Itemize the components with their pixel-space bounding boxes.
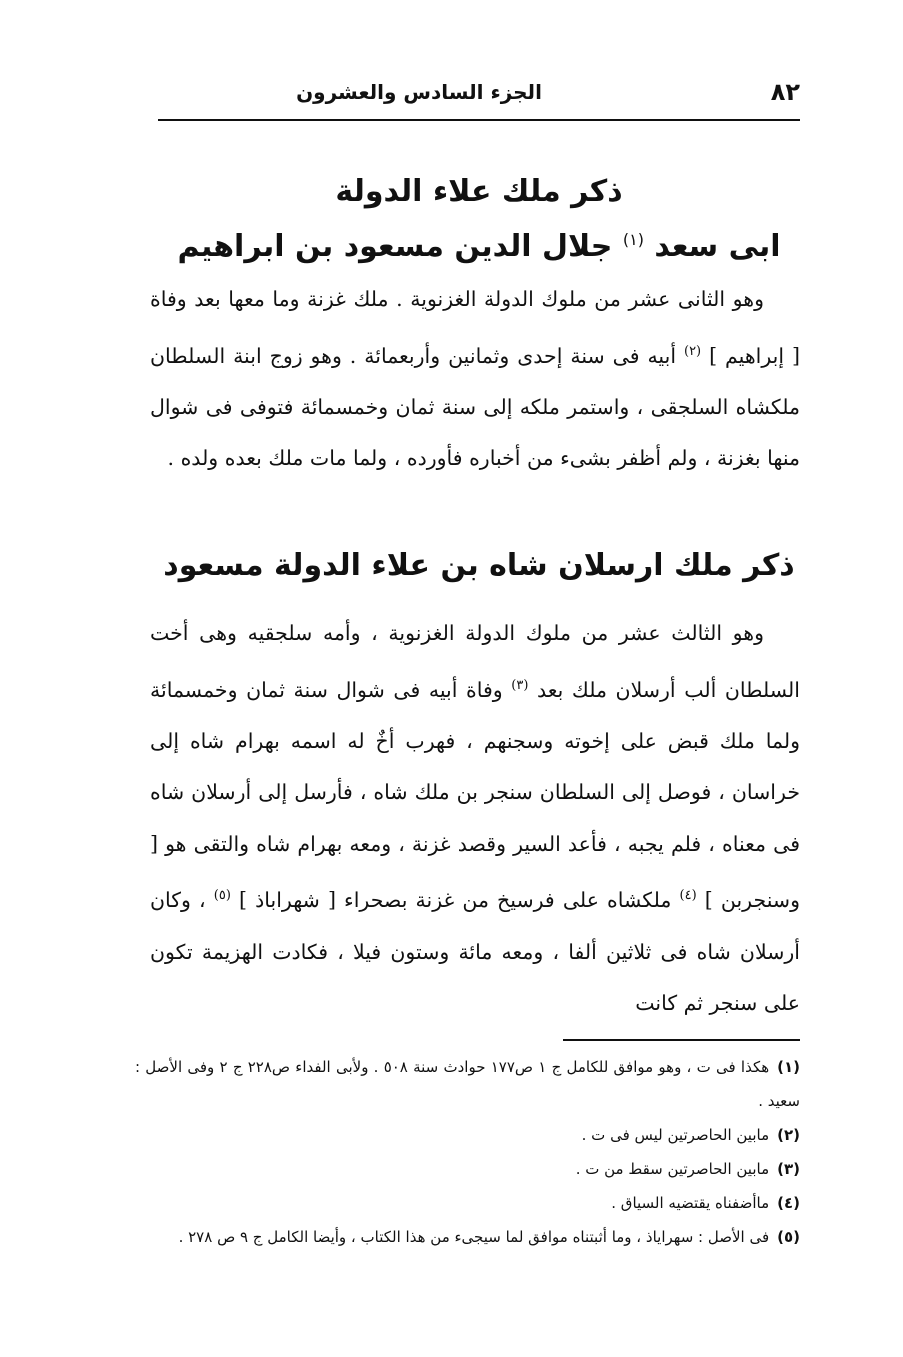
section-heading-1-line-1: ذكر ملك علاء الدولة: [335, 174, 623, 209]
footnote-ref-2: (٢): [683, 343, 702, 359]
heading-name-main: جلال الدين مسعود بن ابراهيم: [177, 229, 613, 264]
footnotes: [135, 1050, 800, 1254]
footnote-number: (١): [777, 1058, 801, 1076]
page-number: ٨٢: [770, 78, 800, 106]
footnote-text: مابين الحاصرتين ليس فى ت .: [581, 1126, 770, 1144]
footnote-number: (٢): [777, 1126, 800, 1144]
footnote-3: [135, 1152, 800, 1186]
paragraph-2-text-b: وفاة أبيه فى شوال سنة ثمان وخمسمائة ولما ملك قبض على إخوته وسجنهم ، فهرب أخٌ له اسمه بهرام شاه إلى خراسان ، فوصل إلى السلطان سنجر بن ملك شاه ، فأرسل إلى أرسلان شاه فى معناه ، فلم يجبه ، فأعد السير وقصد غزنة ، ومعه بهرام شاه والتقى هو [ وسنجربن ]: [150, 677, 800, 913]
footnote-5: [135, 1220, 800, 1254]
footnote-text: ماأضفناه يقتضيه السياق .: [611, 1194, 770, 1212]
footnote-ref-1: (١): [622, 230, 644, 249]
paragraph-1-text-b: أبيه فى سنة إحدى وثمانين وأربعمائة . وهو زوج ابنة السلطان ملكشاه السلجقى ، واستمر ملكه إلى سنة ثمان وخمسمائة فتوفى فى شوال منها بغزنة ، ولم أظفر بشىء من أخباره فأورده ، ولما مات ملك بعده ولده .: [150, 343, 800, 471]
running-header: [158, 76, 800, 116]
paragraph-2: [150, 608, 800, 1030]
paragraph-1: [150, 274, 800, 485]
footnote-number: (٤): [777, 1194, 800, 1212]
footnote-text: هكذا فى ت ، وهو موافق للكامل ج ١ ص١٧٧ حوادث سنة ٥٠٨ . ولأبى الفداء ص٢٢٨ ج ٢ وفى الأصل : سعيد .: [135, 1058, 800, 1110]
footnote-ref-3: (٣): [511, 677, 529, 693]
paragraph-2-text-c: ملكشاه على فرسيخ من غزنة بصحراء [ شهراباذ ]: [239, 888, 672, 913]
footnote-number: (٣): [777, 1160, 800, 1178]
paragraph-1-text-a: وهو الثانى عشر من ملوك الدولة الغزنوية . ملك غزنة وما معها بعد وفاة [ إبراهيم ]: [150, 287, 800, 368]
footnote-rule: [563, 1039, 800, 1041]
section-heading-1: [158, 170, 800, 214]
footnote-text: مابين الحاصرتين سقط من ت .: [575, 1160, 770, 1178]
footnote-ref-4: (٤): [679, 888, 697, 904]
paragraph-2-text-d: ، وكان أرسلان شاه فى ثلاثين ألفا ، ومعه مائة وستون فيلا ، فكادت الهزيمة تكون على سنجر ثم كانت: [150, 888, 800, 1016]
header-rule: [158, 119, 800, 121]
footnote-number: (٥): [777, 1228, 800, 1246]
section-heading-1-line-2: [158, 218, 800, 269]
footnote-4: [135, 1186, 800, 1220]
footnote-ref-5: (٥): [213, 888, 231, 904]
footnote-text: فى الأصل : سهراياذ ، وما أثبتناه موافق لما سيجىء من هذا الكتاب ، وأيضا الكامل ج ٩ ص ٢٧٨ .: [178, 1228, 770, 1246]
footnote-1: [135, 1050, 800, 1118]
section-heading-2: ذكر ملك ارسلان شاه بن علاء الدولة مسعود: [163, 548, 795, 583]
footnote-2: [135, 1118, 800, 1152]
heading-name-kunya: ابى سعد: [654, 229, 781, 264]
paragraph-2-text-a: وهو الثالث عشر من ملوك الدولة الغزنوية ، وأمه سلجقيه وهى أخت السلطان ألب أرسلان ملك بعد: [150, 621, 800, 702]
running-header-title: الجزء السادس والعشرون: [296, 80, 542, 104]
